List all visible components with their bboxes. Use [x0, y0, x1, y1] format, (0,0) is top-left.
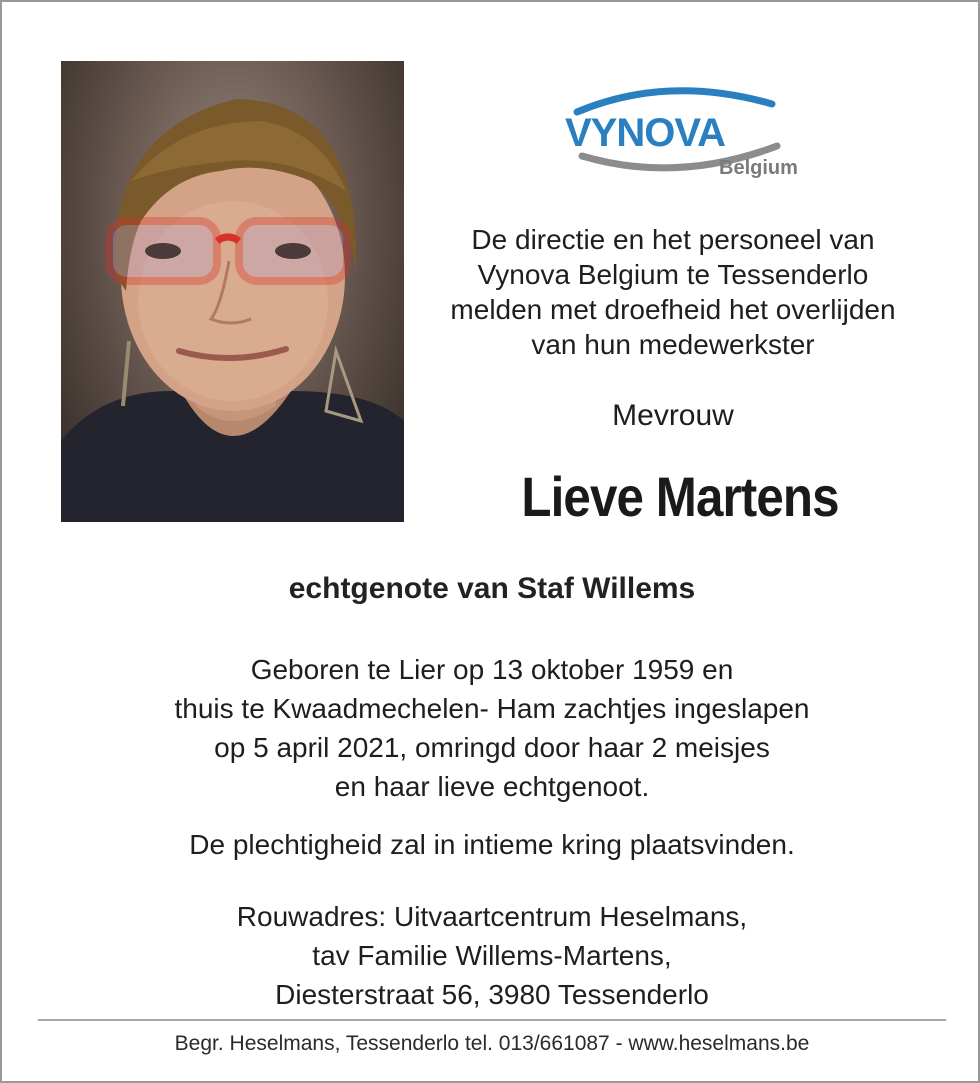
logo-subtitle: Belgium: [719, 157, 798, 179]
intro-line: Vynova Belgium te Tessenderlo: [477, 259, 869, 290]
address-line: Rouwadres: Uitvaartcentrum Heselmans,: [236, 901, 748, 932]
intro-line: melden met droefheid het overlijden: [450, 294, 896, 325]
footer-divider: [38, 1019, 946, 1021]
logo-wordmark: VYNOVA: [565, 111, 725, 155]
intro-line: van hun medewerkster: [531, 329, 815, 360]
portrait-photo: [61, 61, 404, 522]
deceased-name: Lieve Martens: [521, 465, 839, 528]
life-line: Geboren te Lier op 13 oktober 1959 en: [250, 654, 734, 685]
life-line: en haar lieve echtgenoot.: [334, 771, 650, 802]
spouse-line: echtgenote van Staf Willems: [288, 572, 696, 605]
life-details: [2, 650, 980, 806]
mourning-address: [2, 897, 980, 1014]
address-line: Diesterstraat 56, 3980 Tessenderlo: [275, 979, 709, 1010]
funeral-home-footer: Begr. Heselmans, Tessenderlo tel. 013/661087 - www.heselmans.be: [174, 1032, 810, 1055]
ceremony-note: [2, 825, 980, 864]
salutation: Mevrouw: [612, 399, 734, 432]
ceremony-line: De plechtigheid zal in intieme kring plaatsvinden.: [189, 829, 795, 860]
vynova-logo: [557, 84, 807, 184]
intro-line: De directie en het personeel van: [471, 224, 875, 255]
life-line: thuis te Kwaadmechelen- Ham zachtjes ingeslapen: [174, 693, 810, 724]
intro-text: [422, 222, 924, 362]
life-line: op 5 april 2021, omringd door haar 2 meisjes: [214, 732, 770, 763]
address-line: tav Familie Willems-Martens,: [312, 940, 672, 971]
